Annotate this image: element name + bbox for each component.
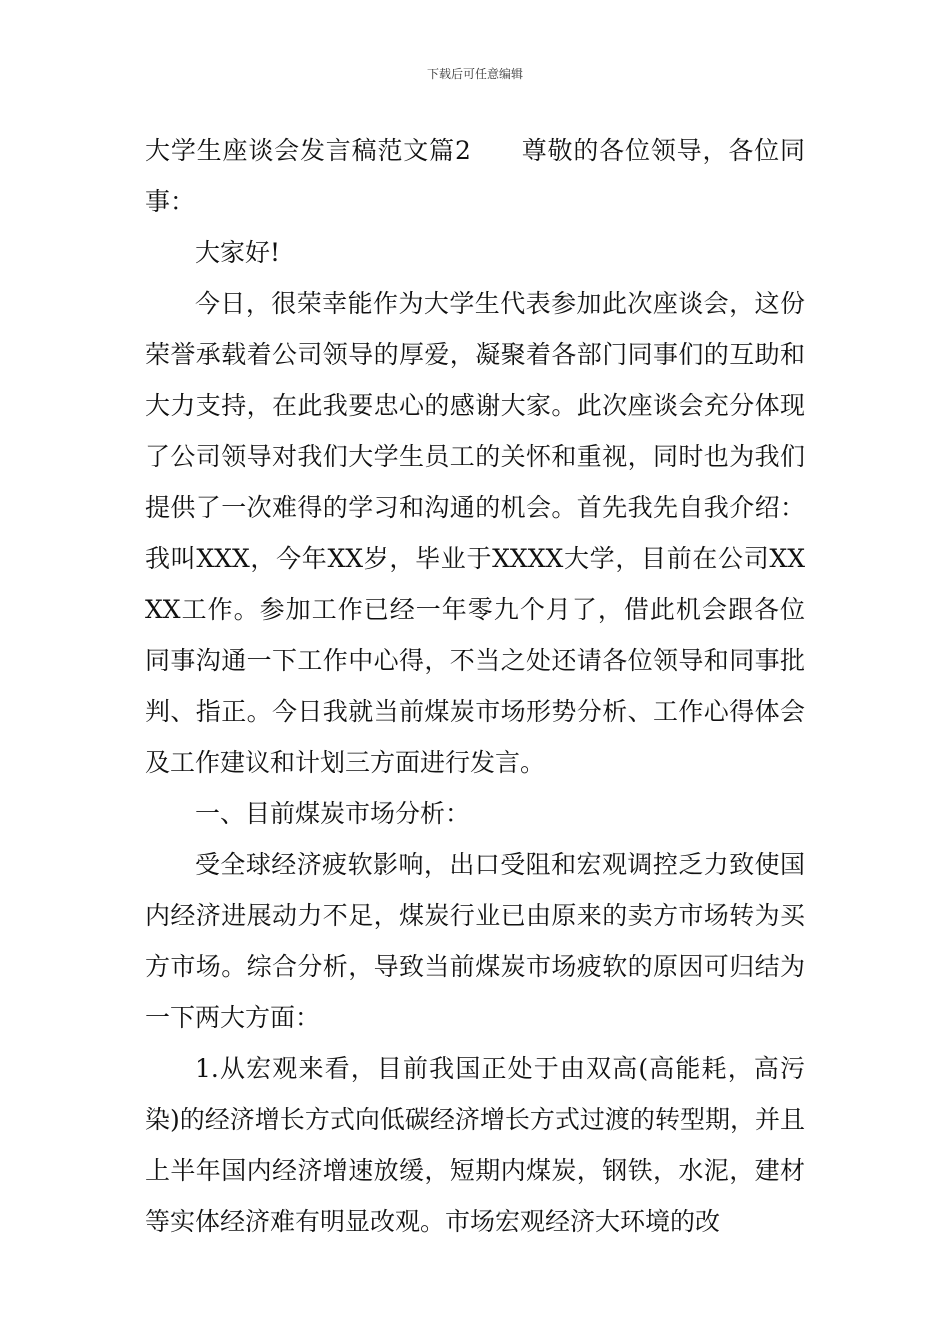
paragraph-market-overview: 受全球经济疲软影响，出口受阻和宏观调控乏力致使国内经济进展动力不足，煤炭行业已由原来的卖方市场转为买方市场。综合分析，导致当前煤炭市场疲软的原因可归结为一下两大方面：	[145, 850, 805, 1032]
paragraph-intro: 今日，很荣幸能作为大学生代表参加此次座谈会，这份荣誉承载着公司领导的厚爱，凝聚着各部门同事们的互助和大力支持，在此我要忠心的感谢大家。此次座谈会充分体现了公司领导对我们大学生员工的关怀和重视，同时也为我们提供了一次难得的学习和沟通的机会。首先我先自我介绍：我叫XXX，今年XX岁，毕业于XXXX大学，目前在公司XXXX工作。参加工作已经一年零九个月了，借此机会跟各位同事沟通一下工作中心得，不当之处还请各位领导和同事批判、指正。今日我就当前煤炭市场形势分析、工作心得体会及工作建议和计划三方面进行发言。	[145, 289, 805, 777]
paragraph-macro-view: 1.从宏观来看，目前我国正处于由双高(高能耗，高污染)的经济增长方式向低碳经济增长方式过渡的转型期，并且上半年国内经济增速放缓，短期内煤炭，钢铁，水泥，建材等实体经济难有明显改观。市场宏观经济大环境的改	[145, 1054, 805, 1236]
salutation: 尊敬的各位领导，各位同事：	[145, 136, 805, 216]
section-heading-market-analysis: 一、目前煤炭市场分析：	[195, 799, 471, 828]
title-line	[145, 125, 805, 227]
document-title: 大学生座谈会发言稿范文篇2	[145, 136, 471, 165]
page-header: 下载后可任意编辑	[426, 67, 523, 81]
document-body	[145, 125, 805, 1247]
greeting: 大家好!	[195, 238, 281, 267]
